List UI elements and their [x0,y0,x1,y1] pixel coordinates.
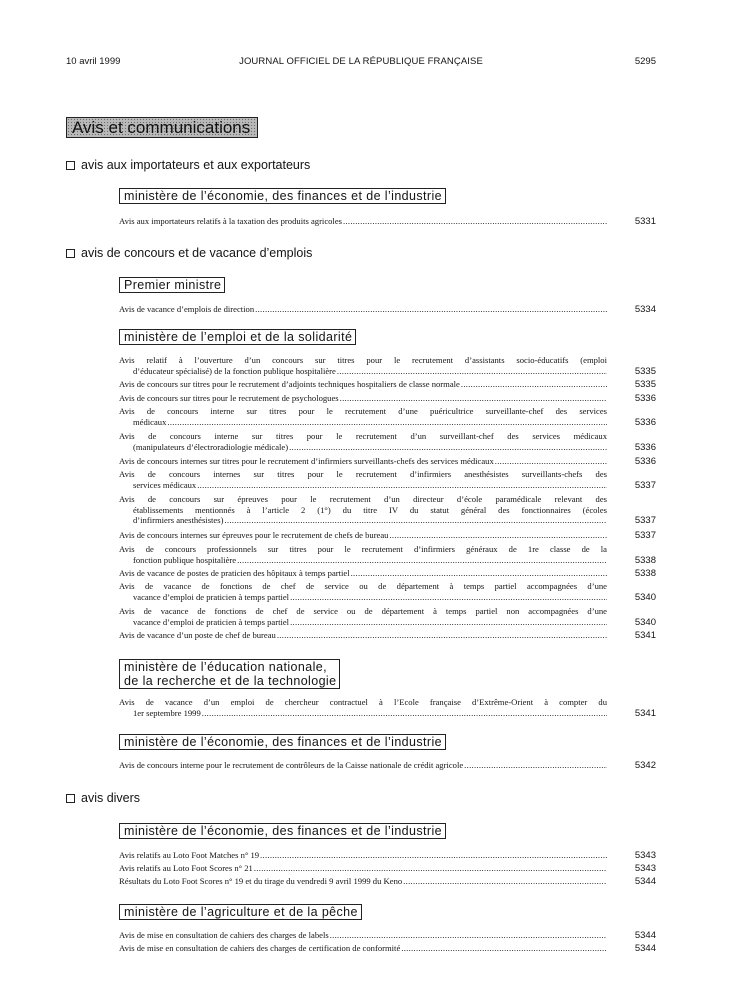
entry-text: Avis de concours internes sur épreuves pour le recrutement de chefs de bureau [119,530,389,540]
dot-leader [197,480,607,491]
entry-page-number: 5335 [634,379,656,390]
entry-page-number: 5335 [634,366,656,377]
toc-entry [119,379,607,390]
toc-entry [119,943,607,954]
entry-page-number: 5341 [634,708,656,719]
dot-leader [224,515,607,526]
section-heading [66,791,140,805]
ministry-name: ministère de l’agriculture et de la pêche [124,905,358,919]
entry-text: Avis de vacance de fonctions de chef de service ou de département à temps partiel accompagnées d’une [119,581,607,591]
dot-leader [277,630,607,641]
ministry-name: de la recherche et de la technologie [124,674,337,688]
journal-title: JOURNAL OFFICIEL DE LA RÉPUBLIQUE FRANÇAISE [239,56,483,67]
entry-text: (manipulateurs d’électroradiologie médicale) [133,441,289,452]
entry-text: Avis de vacance d’un poste de chef de bureau [119,630,276,640]
entry-page-number: 5343 [634,863,656,874]
dot-leader [255,304,607,315]
entry-text: Résultats du Loto Foot Scores n° 19 et du tirage du vendredi 9 avril 1999 du Keno [119,876,403,886]
ministry-heading [119,823,446,839]
entry-text: Avis aux importateurs relatifs à la taxation des produits agricoles [119,216,342,226]
entry-page-number: 5338 [634,568,656,579]
section-title: avis aux importateurs et aux exportateurs [81,158,311,172]
issue-date: 10 avril 1999 [66,56,121,67]
entry-text: Avis relatifs au Loto Foot Scores n° 21 [119,863,253,873]
entry-page-number: 5340 [634,592,656,603]
dot-leader [290,617,607,628]
entry-text: établissements mentionnés à l’article 2 (1°) du titre IV du statut général des fonctionnaires (écoles [133,504,607,515]
entry-page-number: 5338 [634,555,656,566]
entry-text: Avis de vacance de fonctions de chef de service ou de département à temps partiel non accompagnées d’une [119,606,607,616]
entry-text: d’infirmiers anesthésistes) [133,515,224,526]
toc-entry [119,697,607,718]
entry-text: Avis de concours internes sur titres pour le recrutement d’infirmiers anesthésistes surveillants-chefs des [119,469,607,479]
section-banner: Avis et communications [66,117,258,138]
toc-entry [119,304,607,315]
ministry-heading [119,329,356,345]
entry-page-number: 5336 [634,456,656,467]
ministry-name: Premier ministre [124,278,222,292]
toc-entry [119,863,607,874]
dot-leader [461,379,607,390]
entry-page-number: 5337 [634,480,656,491]
toc-entry [119,544,607,565]
entry-page-number: 5337 [634,530,656,541]
dot-leader [337,366,607,377]
toc-entry [119,393,607,404]
toc-entry [119,760,607,771]
section-title: avis de concours et de vacance d’emplois [81,246,313,260]
entry-text: Avis de concours interne pour le recrutement de contrôleurs de la Caisse nationale de crédit agricole [119,760,464,770]
entry-text: Avis de mise en consultation de cahiers des charges de certification de conformité [119,943,401,953]
entry-page-number: 5342 [634,760,656,771]
entry-page-number: 5336 [634,393,656,404]
toc-entry [119,581,607,602]
ministry-name: ministère de l’économie, des finances et de l’industrie [124,824,442,838]
section-heading [66,158,310,172]
entry-text: Avis de concours sur titres pour le recrutement d’adjoints techniques hospitaliers de classe normale [119,379,460,389]
entry-page-number: 5336 [634,442,656,453]
entry-page-number: 5331 [634,216,656,227]
section-heading [66,246,312,260]
dot-leader [351,568,607,579]
toc-entry [119,630,607,641]
entry-text: Avis de mise en consultation de cahiers des charges de labels [119,930,329,940]
entry-text: Avis de vacance d’un emploi de chercheur contractuel à l’Ecole française d’Extrême-Orient à compter du [119,697,607,707]
dot-leader [237,555,607,566]
toc-entry [119,876,607,887]
entry-page-number: 5344 [634,876,656,887]
entry-text: médicaux [133,416,167,427]
entry-text: vacance d’emploi de praticien à temps partiel [133,591,290,602]
page-number: 5295 [634,56,656,67]
entry-text: Avis de concours sur épreuves pour le recrutement d’un directeur d’école paramédicale relevant des [119,494,607,504]
dot-leader [290,592,607,603]
entry-page-number: 5334 [634,304,656,315]
entry-text: Avis de vacance d’emplois de direction [119,304,255,314]
entry-text: Avis relatifs au Loto Foot Matches n° 19 [119,850,260,860]
dot-leader [403,876,607,887]
ministry-name: ministère de l’éducation nationale, [124,660,328,674]
entry-page-number: 5344 [634,943,656,954]
toc-entry [119,469,607,490]
entry-text: Avis de concours sur titres pour le recrutement de psychologues [119,393,339,403]
entry-page-number: 5340 [634,617,656,628]
dot-leader [464,760,607,771]
entry-text: vacance d’emploi de praticien à temps partiel [133,616,290,627]
dot-leader [343,216,607,227]
toc-entry [119,456,607,467]
entry-text: Avis relatif à l’ouverture d’un concours sur titres pour le recrutement d’assistants socio-éducatifs (emploi [119,355,607,365]
entry-text: Avis de concours internes sur titres pour le recrutement d’infirmiers surveillants-chefs des services médicaux [119,456,494,466]
entry-page-number: 5341 [634,630,656,641]
ministry-name: ministère de l’économie, des finances et de l’industrie [124,189,442,203]
dot-leader [330,930,607,941]
ministry-name: ministère de l’emploi et de la solidarité [124,330,353,344]
toc-entry [119,568,607,579]
ministry-heading [119,659,340,689]
entry-text: d’éducateur spécialisé) de la fonction publique hospitalière [133,365,336,376]
entry-text: Avis de concours professionnels sur titres pour le recrutement d’infirmiers généraux de 1re classe de la [119,544,607,554]
toc-entry [119,850,607,861]
toc-entry [119,216,607,227]
ministry-heading [119,277,225,293]
checkbox-square-icon [66,161,75,170]
entry-page-number: 5343 [634,850,656,861]
toc-entry [119,930,607,941]
dot-leader [340,393,607,404]
dot-leader [254,863,607,874]
dot-leader [289,442,607,453]
toc-entry [119,606,607,627]
ministry-heading [119,904,362,920]
dot-leader [495,456,607,467]
entry-text: fonction publique hospitalière [133,554,237,565]
dot-leader [401,943,607,954]
page-header [66,56,656,70]
dot-leader [202,708,607,719]
ministry-heading [119,188,446,204]
entry-text: 1er septembre 1999 [133,707,201,718]
dot-leader [260,850,607,861]
checkbox-square-icon [66,794,75,803]
entry-text: services médicaux [133,479,197,490]
entry-page-number: 5344 [634,930,656,941]
section-title: avis divers [81,791,141,805]
toc-entry [119,494,607,526]
entry-page-number: 5337 [634,515,656,526]
entry-text: Avis de vacance de postes de praticien des hôpitaux à temps partiel [119,568,350,578]
ministry-heading [119,734,446,750]
entry-page-number: 5336 [634,417,656,428]
toc-entry [119,431,607,452]
toc-entry [119,406,607,427]
entry-text: Avis de concours interne sur titres pour le recrutement d’un surveillant-chef des services médicaux [119,431,607,441]
dot-leader [167,417,607,428]
ministry-name: ministère de l’économie, des finances et de l’industrie [124,735,442,749]
toc-entry [119,355,607,376]
checkbox-square-icon [66,249,75,258]
toc-entry [119,530,607,541]
entry-text: Avis de concours interne sur titres pour le recrutement d’une puéricultrice surveillante-chef des services [119,406,607,416]
dot-leader [389,530,607,541]
